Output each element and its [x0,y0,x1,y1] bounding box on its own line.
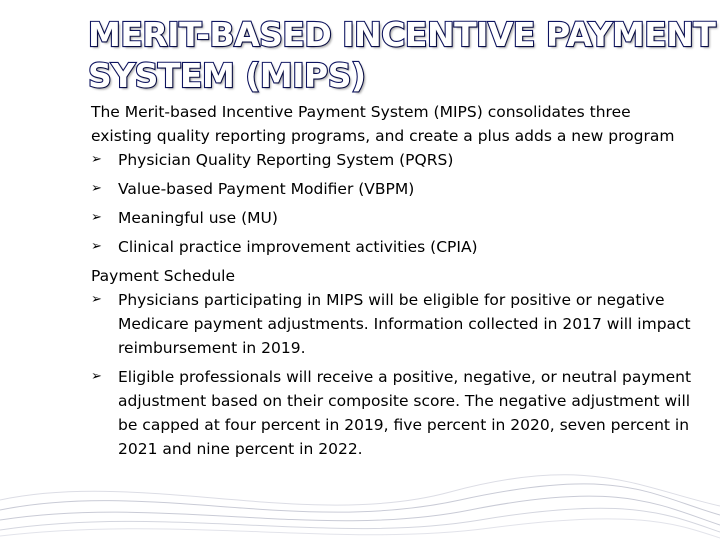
slide-body [91,100,696,466]
schedule-item-text: Eligible professionals will receive a positive, negative, or neutral payment adjustment based on their composite score. The negative adjustment will be capped at four percent in 2019, five percent in 2020, seven percent in 2021 and nine percent in 2022. [118,368,692,458]
schedule-item-text: Physicians participating in MIPS will be eligible for positive or negative Medicare payment adjustments. Information collected in 2017 will impact reimbursement in 2019. [118,291,691,357]
list-item [91,148,696,172]
intro-paragraph: The Merit-based Incentive Payment System (MIPS) consolidates three existing quality reporting programs, and create a plus adds a new program [91,103,675,145]
schedule-heading: Payment Schedule [91,267,236,285]
program-item-text: Clinical practice improvement activities (CPIA) [118,238,478,256]
title-line-1: MERIT-BASED INCENTIVE PAYMENT [88,15,716,54]
list-item [91,365,696,461]
arrow-bullet-icon: ➢ [91,369,102,384]
list-item [91,288,696,360]
schedule-list [91,288,696,461]
program-item-text: Physician Quality Reporting System (PQRS) [118,151,454,169]
page-title [88,14,720,96]
arrow-bullet-icon: ➢ [91,292,102,307]
list-item [91,177,696,201]
arrow-bullet-icon: ➢ [91,152,102,167]
arrow-bullet-icon: ➢ [91,181,102,196]
arrow-bullet-icon: ➢ [91,210,102,225]
program-item-text: Meaningful use (MU) [118,209,278,227]
title-line-2: SYSTEM (MIPS) [88,56,366,95]
programs-list [91,148,696,259]
arrow-bullet-icon: ➢ [91,239,102,254]
list-item [91,235,696,259]
list-item [91,206,696,230]
program-item-text: Value-based Payment Modifier (VBPM) [118,180,415,198]
